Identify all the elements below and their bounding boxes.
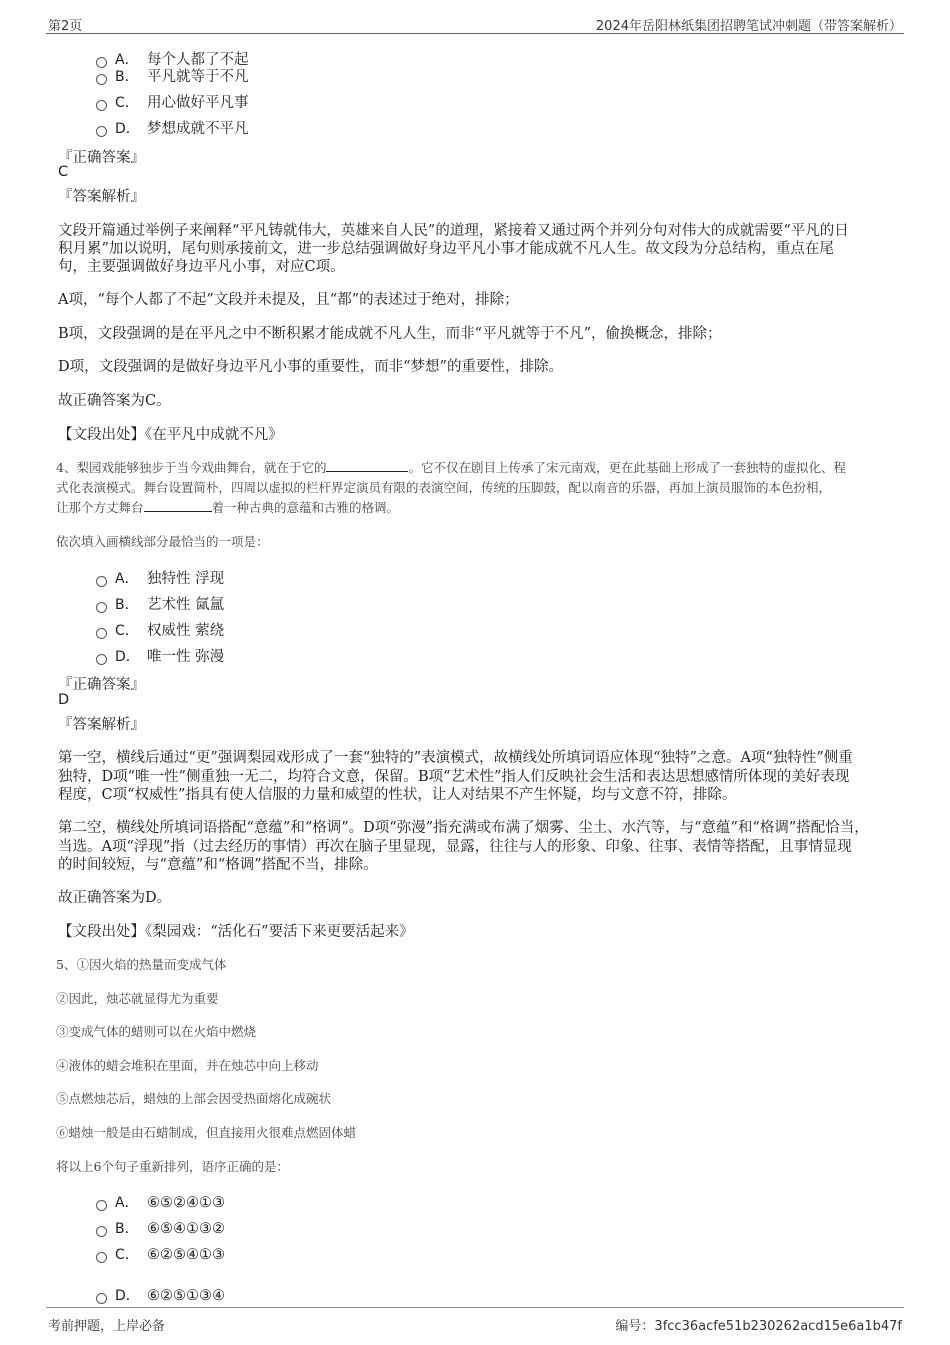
radio-icon[interactable]	[96, 1293, 107, 1304]
q5-sentence: ⑤点燃烛芯后，蜡烛的上部会因受热面熔化成碗状	[56, 1091, 332, 1106]
radio-icon[interactable]	[96, 654, 107, 665]
q4-analysis-line: 的时间较短，与“意蕴”和“格调”搭配不当，排除。	[58, 857, 378, 873]
q4-stem-line-1: 4、梨园戏能够独步于当今戏曲舞台，就在于它的 。它不仅在剧目上传承了宋元南戏，更在此基础上形成了一套独特的虚拟化、程	[56, 460, 846, 475]
q4-question: 依次填入画横线部分最恰当的一项是：	[56, 534, 269, 549]
radio-icon[interactable]	[96, 602, 107, 613]
radio-icon[interactable]	[96, 1252, 107, 1263]
q5-option-c[interactable]: C． ⑥②⑤④①③	[96, 1244, 225, 1264]
page-number: 第2页	[48, 19, 83, 34]
q5-question: 将以上6个句子重新排列，语序正确的是：	[56, 1159, 289, 1174]
q5-sentence: ③变成气体的蜡则可以在火焰中燃烧	[56, 1024, 257, 1039]
q5-sentence: 5、①因火焰的热量而变成气体	[56, 957, 227, 972]
q3-answer: C	[58, 164, 69, 180]
q3-analysis-label: 『答案解析』	[58, 189, 145, 205]
q5-option-b[interactable]: B． ⑥⑤④①③②	[96, 1218, 225, 1238]
q4-stem-line-2: 式化表演模式。舞台设置简朴，四周以虚拟的栏杆界定演员有限的表演空间，传统的压脚鼓，配以南音的乐器，再加上演员服饰的本色扮相，	[56, 480, 832, 495]
radio-icon[interactable]	[96, 1226, 107, 1237]
q3-option-a[interactable]: A． 每个人都了不起	[96, 48, 249, 69]
radio-icon[interactable]	[96, 576, 107, 587]
q4-option-c[interactable]: C． 权威性 萦绕	[96, 619, 224, 640]
q3-option-d[interactable]: D． 梦想成就不平凡	[96, 117, 249, 138]
radio-icon[interactable]	[96, 1200, 107, 1211]
q3-analysis-b: B项，文段强调的是在平凡之中不断积累才能成就不凡人生，而非“平凡就等于不凡”，偷换概念，排除；	[58, 326, 722, 342]
radio-icon[interactable]	[96, 126, 107, 137]
q4-answer: D	[58, 692, 70, 708]
q5-option-a[interactable]: A． ⑥⑤②④①③	[96, 1192, 225, 1212]
q3-analysis-d: D项，文段强调的是做好身边平凡小事的重要性，而非“梦想”的重要性，排除。	[58, 359, 563, 375]
q3-option-c[interactable]: C． 用心做好平凡事	[96, 91, 249, 112]
q4-analysis-line: 当选。A项“浮现”指（过去经历的事情）再次在脑子里显现，显露，往往与人的形象、印象、往事、表情等搭配，且事情显现	[58, 839, 852, 855]
q4-option-b[interactable]: B． 艺术性 氤氲	[96, 593, 224, 614]
blank-line	[144, 501, 212, 512]
radio-icon[interactable]	[96, 100, 107, 111]
q4-analysis-line: 程度，C项“权威性”指具有使人信服的力量和威望的性状，让人对结果不产生怀疑，均与文意不符，排除。	[58, 787, 737, 803]
q4-analysis-label: 『答案解析』	[58, 717, 145, 733]
blank-line	[326, 461, 408, 472]
q3-analysis-a: A项，“每个人都了不起”文段并未提及，且“都”的表述过于绝对，排除；	[58, 292, 519, 308]
q4-option-a[interactable]: A． 独特性 浮现	[96, 567, 224, 588]
q4-conclusion: 故正确答案为D。	[58, 890, 172, 906]
q4-stem-line-3: 让那个方丈舞台 着一种古典的意蕴和古雅的格调。	[56, 500, 400, 515]
q3-conclusion: 故正确答案为C。	[58, 393, 171, 409]
document-title: 2024年岳阳林纸集团招聘笔试冲刺题（带答案解析）	[595, 19, 902, 34]
q5-sentence: ②因此，烛芯就显得尤为重要	[56, 991, 219, 1006]
q3-answer-label: 『正确答案』	[58, 150, 145, 166]
q3-analysis-line: 句，主要强调做好身边平凡小事，对应C项。	[58, 259, 345, 275]
q4-analysis-line: 独特，D项“唯一性”侧重独一无二，均符合文意，保留。B项“艺术性”指人们反映社会生活和表达思想感情所体现的美好表现	[58, 769, 850, 785]
q3-analysis-line: 积月累”加以说明，尾句则承接前文，进一步总结强调做好身边平凡小事才能成就不凡人生。故文段为分总结构，重点在尾	[58, 241, 834, 257]
footer-slogan: 考前押题，上岸必备	[48, 1319, 166, 1334]
page-header	[46, 13, 904, 34]
q4-answer-label: 『正确答案』	[58, 677, 145, 693]
q4-option-d[interactable]: D． 唯一性 弥漫	[96, 645, 224, 666]
q4-analysis-line: 第一空，横线后通过“更”强调梨园戏形成了一套“独特的”表演模式，故横线处所填词语应体现“独特”之意。A项“独特性”侧重	[58, 750, 853, 766]
q3-option-b[interactable]: B． 平凡就等于不凡	[96, 65, 249, 86]
q5-option-d[interactable]: D． ⑥②⑤①③④	[96, 1285, 225, 1305]
q4-analysis-line: 第二空，横线处所填词语搭配“意蕴”和“格调”。D项“弥漫”指充满或布满了烟雾、尘土、水汽等，与“意蕴”和“格调”搭配恰当，	[58, 820, 869, 836]
radio-icon[interactable]	[96, 628, 107, 639]
page-footer	[46, 1307, 904, 1334]
q3-analysis-line: 文段开篇通过举例子来阐释“平凡铸就伟大，英雄来自人民”的道理，紧接着又通过两个并列分句对伟大的成就需要“平凡的日	[58, 223, 849, 239]
q5-sentence: ⑥蜡烛一般是由石蜡制成，但直接用火很难点燃固体蜡	[56, 1125, 357, 1140]
q5-sentence: ④液体的蜡会堆积在里面，并在烛芯中向上移动	[56, 1058, 319, 1073]
q3-source: 【文段出处】《在平凡中成就不凡》	[58, 427, 283, 443]
document-code: 编号：3fcc36acfe51b230262acd15e6a1b47f	[615, 1319, 902, 1334]
radio-icon[interactable]	[96, 74, 107, 85]
q4-source: 【文段出处】《梨园戏：“活化石”要活下来更要活起来》	[58, 924, 414, 940]
